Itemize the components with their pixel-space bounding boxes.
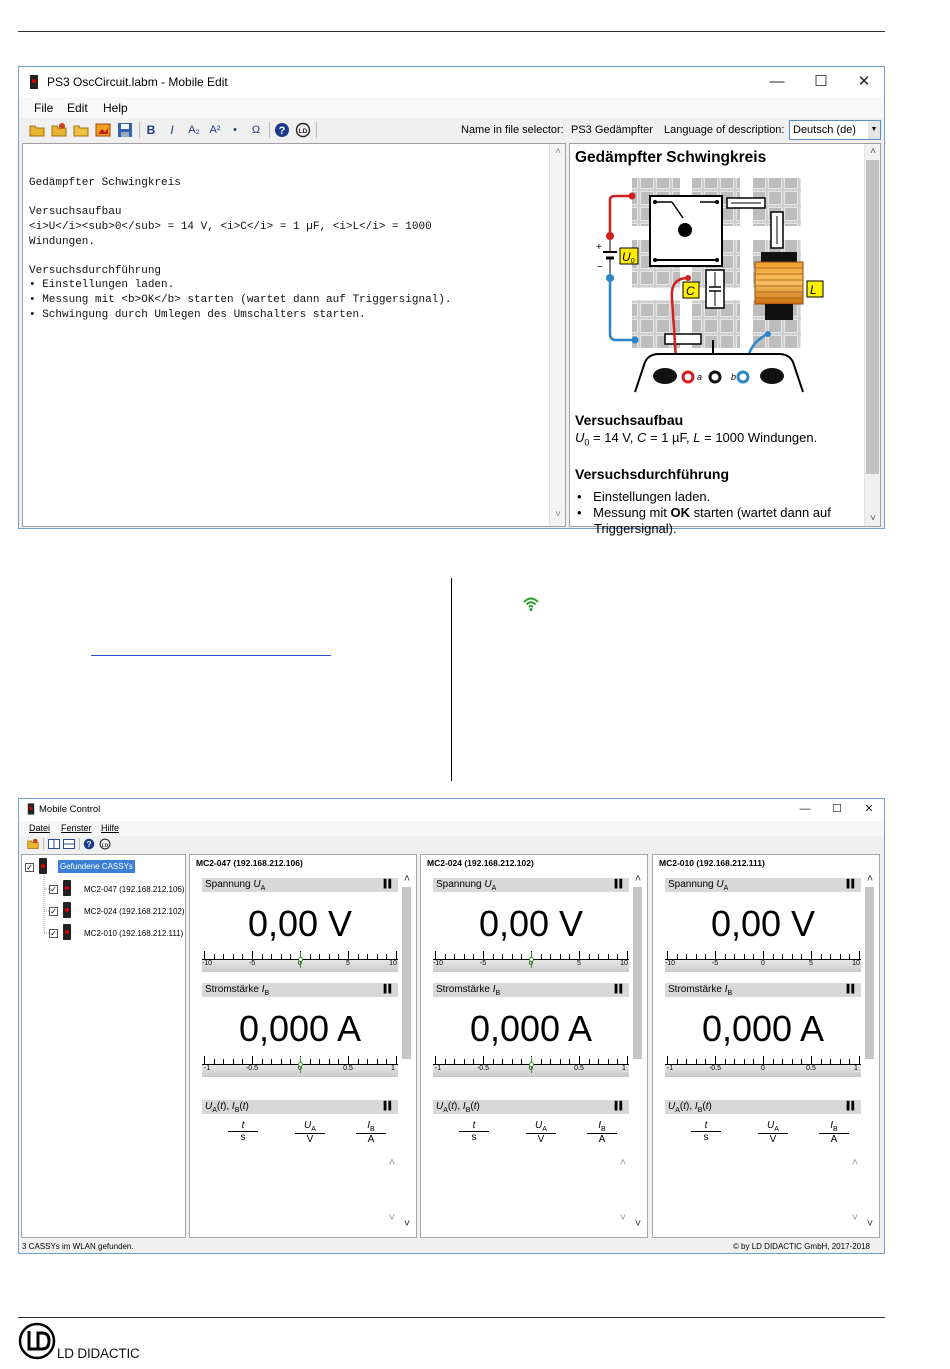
ld-didactic-logo (18, 1321, 58, 1361)
procedure-bullet: • Messung mit OK starten (wartet dann auf (577, 505, 831, 520)
scroll-down-icon[interactable]: ˅ (870, 513, 876, 524)
scale-tick-label: -0.5 (245, 1065, 259, 1072)
voltage-value: 0,00 V (247, 903, 353, 944)
close-button[interactable]: ✕ (864, 803, 874, 815)
menu-hilfe[interactable]: Hilfe (101, 823, 120, 833)
window-title: PS3 OscCircuit.labm - Mobile Edit (47, 75, 228, 89)
table-header (665, 1100, 861, 1114)
close-button[interactable]: ✕ (857, 73, 871, 90)
column-unit: s (471, 1132, 477, 1143)
scroll-thumb[interactable] (402, 887, 411, 1059)
panel-title: MC2-047 (192.168.212.106) (196, 858, 303, 868)
toolbar (19, 836, 884, 853)
column-unit: s (703, 1132, 709, 1143)
scale-tick-label: 0 (761, 1065, 765, 1072)
description-preview (569, 143, 881, 536)
table-header (433, 1100, 629, 1114)
mobile-edit-window (18, 66, 885, 536)
column-unit: V (306, 1134, 314, 1145)
wifi-icon (522, 596, 540, 612)
menu-fenster[interactable]: Fenster (61, 823, 92, 833)
source-text[interactable]: Gedämpfter Schwingkreis Versuchsaufbau <i>U</i><sub>0</sub> = 14 V, <i>C</i> = 1 µF, <i>L</i> = 1000 Windungen. Versuchsdurchführung • Einstellungen laden. • Messung mit <b>OK</b> starten (wartet dann auf Triggersignal). • Schwingung durch Umlegen des Umschalters starten. (29, 177, 452, 321)
voltage-header (433, 878, 629, 892)
scroll-thumb[interactable] (633, 887, 642, 1059)
scroll-up-icon[interactable]: ˄ (403, 873, 411, 885)
scale-tick-label: -5 (711, 960, 719, 967)
open-folder-icon[interactable] (27, 838, 39, 850)
superscript-button[interactable]: A² (209, 124, 221, 136)
pause-icon[interactable]: ▌▌ (846, 984, 856, 993)
copyright-text: © by LD DIDACTIC GmbH, 2017-2018 (732, 1242, 870, 1251)
current-scale (433, 1051, 629, 1079)
scale-tick-label: 0.5 (343, 1065, 353, 1072)
name-in-file-selector-label: Name in file selector: (461, 124, 564, 136)
panel-scrollbar[interactable] (631, 873, 645, 1235)
scroll-down-icon[interactable]: ˅ (634, 1218, 642, 1230)
scroll-up-icon[interactable]: ˄ (634, 873, 642, 885)
columns-view-icon[interactable] (48, 838, 60, 850)
menu-bar (19, 97, 884, 118)
cassy-panel (189, 854, 417, 1238)
column-unit: A (830, 1134, 838, 1145)
setup-text: $U_0 = 14$ V, C = 1 µF, L = 1000 Windungen. (575, 430, 818, 448)
menu-edit[interactable]: Edit (67, 101, 88, 115)
column-unit: V (769, 1134, 777, 1145)
voltage-value: 0,00 V (710, 903, 816, 944)
voltage-header-label: Spannung $U_A$ (436, 879, 497, 892)
table-column-header[interactable] (819, 1120, 849, 1145)
procedure-bullet: • Einstellungen laden. (577, 489, 711, 504)
column-name: $U_A$ (758, 1120, 788, 1134)
pause-icon[interactable]: ▌▌ (383, 984, 393, 993)
needle-marker (298, 957, 303, 962)
needle-marker (529, 1062, 534, 1067)
item-checkbox[interactable]: ✓ (50, 929, 57, 938)
current-header-label: Stromstärke $I_B$ (668, 984, 733, 997)
maximize-button[interactable]: ☐ (814, 73, 828, 90)
scale-tick-label: 10 (852, 960, 860, 967)
pause-icon[interactable]: ▌▌ (614, 984, 624, 993)
needle-marker (298, 1062, 303, 1067)
column-unit: A (598, 1134, 606, 1145)
scroll-up-icon[interactable]: ˄ (866, 873, 874, 885)
pause-icon[interactable]: ▌▌ (614, 879, 624, 888)
minus-label: − (597, 262, 603, 273)
voltage-header (202, 878, 398, 892)
voltage-scale (433, 946, 629, 974)
cassy-tree (21, 854, 186, 1238)
current-scale (202, 1051, 398, 1079)
scale-tick-label: -1 (203, 1065, 211, 1072)
table-column-header[interactable] (459, 1120, 489, 1143)
table-header-label: $U_A(t)$, $I_B(t)$ (668, 1101, 712, 1114)
preview-title: Gedämpfter Schwingkreis (575, 149, 767, 166)
status-bar (19, 1239, 884, 1254)
column-name: $U_A$ (295, 1120, 325, 1134)
table-column-header[interactable] (295, 1120, 325, 1145)
table-header-label: $U_A(t)$, $I_B(t)$ (436, 1101, 480, 1114)
help-icon[interactable] (274, 122, 290, 138)
panel-title: MC2-010 (192.168.212.111) (659, 858, 765, 868)
scale-tick-label: 0.5 (806, 1065, 816, 1072)
table-column-header[interactable] (356, 1120, 386, 1145)
table-column-header[interactable] (691, 1120, 721, 1143)
pause-icon[interactable]: ▌▌ (614, 1101, 624, 1110)
column-name: t (459, 1120, 489, 1132)
name-in-file-selector-value[interactable]: PS3 Gedämpfter (571, 124, 653, 136)
table-column-header[interactable] (587, 1120, 617, 1145)
voltage-scale (202, 946, 398, 974)
current-value: 0,000 A (701, 1008, 825, 1049)
table-column-header[interactable] (228, 1120, 258, 1143)
scroll-down-icon[interactable]: ˅ (619, 1212, 627, 1224)
pause-icon[interactable]: ▌▌ (383, 879, 393, 888)
scale-tick-label: 5 (577, 960, 581, 967)
menu-help[interactable]: Help (103, 101, 128, 115)
item-checkbox[interactable]: ✓ (50, 885, 57, 894)
tree-item[interactable]: MC2-024 (192.168.212.102) (84, 907, 185, 916)
c-label: C (686, 284, 695, 298)
title-bar (19, 799, 884, 821)
table-header (202, 1100, 398, 1114)
table-header-label: $U_A(t)$, $I_B(t)$ (205, 1101, 249, 1114)
pause-icon[interactable]: ▌▌ (846, 879, 856, 888)
ld-info-icon[interactable] (99, 838, 111, 850)
scale-tick-label: 1 (622, 1065, 626, 1072)
language-label: Language of description: (664, 124, 785, 136)
scroll-down-icon[interactable]: ˅ (851, 1212, 859, 1224)
cassy-panel (652, 854, 880, 1238)
current-header-label: Stromstärke $I_B$ (436, 984, 501, 997)
cassy-device-icon (63, 902, 71, 918)
needle-marker (529, 957, 534, 962)
preview-scrollbar[interactable] (864, 144, 880, 526)
scale-tick-label: -10 (432, 960, 444, 967)
table-column-header[interactable] (758, 1120, 788, 1145)
open-folder-icon[interactable] (29, 122, 45, 138)
scroll-thumb[interactable] (866, 160, 879, 474)
current-header-label: Stromstärke $I_B$ (205, 984, 270, 997)
subscript-button[interactable]: A₂ (188, 124, 200, 136)
pause-icon[interactable]: ▌▌ (383, 1101, 393, 1110)
omega-button[interactable]: Ω (251, 124, 261, 136)
table-column-header[interactable] (526, 1120, 556, 1145)
status-text: 3 CASSYs im WLAN gefunden. (22, 1242, 134, 1251)
folder-icon[interactable] (73, 122, 89, 138)
column-name: t (691, 1120, 721, 1132)
cassy-device-icon (63, 880, 71, 896)
current-scale (665, 1051, 861, 1079)
b-label: b (731, 372, 737, 382)
ld-info-icon[interactable] (295, 122, 311, 138)
current-header (202, 983, 398, 997)
scale-tick-label: 1 (391, 1065, 395, 1072)
column-unit: A (367, 1134, 375, 1145)
bullet-button[interactable]: • (233, 124, 237, 136)
voltage-header-label: Spannung $U_A$ (668, 879, 729, 892)
scroll-up-icon[interactable]: ˄ (388, 1157, 396, 1169)
svg-text:?: ? (86, 840, 92, 849)
tree-item[interactable]: MC2-010 (192.168.212.111) (84, 929, 184, 938)
scroll-up-icon[interactable]: ˄ (554, 147, 561, 158)
mobile-control-window (18, 798, 885, 1254)
top-rule (18, 31, 885, 32)
current-value: 0,000 A (238, 1008, 362, 1049)
voltage-header-label: Spannung $U_A$ (205, 879, 266, 892)
app-icon (27, 803, 35, 815)
plus-label: + (596, 242, 602, 253)
voltage-scale (665, 946, 861, 974)
tree-item[interactable]: MC2-047 (192.168.212.106) (84, 885, 185, 894)
bottom-rule (18, 1317, 885, 1318)
svg-text:?: ? (278, 125, 286, 137)
help-icon[interactable] (83, 838, 95, 850)
chevron-down-icon[interactable]: ▼ (868, 121, 880, 139)
procedure-heading: Versuchsdurchführung (575, 466, 730, 482)
table-scrollbar[interactable] (849, 1157, 861, 1237)
item-checkbox[interactable]: ✓ (50, 907, 57, 916)
scroll-up-icon[interactable]: ˄ (851, 1157, 859, 1169)
toolbar (19, 118, 884, 142)
panel-title: MC2-024 (192.168.212.102) (427, 858, 534, 868)
toolbar-separator (316, 122, 317, 138)
toolbar-separator (79, 838, 80, 850)
scale-tick-label: 10 (620, 960, 628, 967)
editor-scrollbar[interactable] (549, 144, 565, 526)
app-icon (29, 75, 39, 89)
footer-brand: LD DIDACTIC (57, 1346, 140, 1361)
svg-text:LD: LD (101, 843, 109, 849)
column-name: $I_B$ (587, 1120, 617, 1134)
scale-tick-label: 10 (389, 960, 397, 967)
scroll-thumb[interactable] (865, 887, 874, 1059)
rows-view-icon[interactable] (63, 838, 75, 850)
l-label: L (810, 283, 817, 297)
column-name: $U_A$ (526, 1120, 556, 1134)
voltage-value: 0,00 V (478, 903, 584, 944)
scale-tick-label: -10 (201, 960, 213, 967)
column-unit: s (240, 1132, 246, 1143)
column-name: $I_B$ (356, 1120, 386, 1134)
svg-text:LD: LD (298, 128, 308, 135)
table-scrollbar[interactable] (386, 1157, 398, 1237)
italic-button[interactable]: I (170, 123, 174, 137)
column-divider (451, 578, 452, 781)
column-name: t (228, 1120, 258, 1132)
scroll-down-icon[interactable]: ˅ (403, 1218, 411, 1230)
tree-root[interactable]: Gefundene CASSYs (60, 862, 133, 871)
table-scrollbar[interactable] (617, 1157, 629, 1237)
scale-tick-label: -5 (248, 960, 256, 967)
scale-tick-label: 1 (854, 1065, 858, 1072)
current-header (433, 983, 629, 997)
link-underline[interactable] (91, 655, 331, 656)
scroll-down-icon[interactable]: ˅ (554, 510, 561, 522)
procedure-bullet-continued: Triggersignal). (594, 521, 677, 536)
scroll-down-icon[interactable]: ˅ (866, 1218, 874, 1230)
scale-tick-label: -1 (666, 1065, 674, 1072)
toolbar-separator (139, 122, 140, 138)
toolbar-separator (43, 838, 44, 850)
scale-tick-label: -0.5 (476, 1065, 490, 1072)
cassy-device-icon (39, 858, 47, 874)
u0-label: U0 (622, 250, 635, 265)
menu-datei[interactable]: Datei (29, 823, 51, 833)
language-select-value: Deutsch (de) (793, 124, 856, 136)
column-name: $I_B$ (819, 1120, 849, 1134)
scale-tick-label: -1 (434, 1065, 442, 1072)
scale-tick-label: 0.5 (574, 1065, 584, 1072)
scroll-up-icon[interactable]: ˄ (619, 1157, 627, 1169)
scroll-up-icon[interactable]: ˄ (870, 146, 876, 157)
scale-tick-label: -5 (479, 960, 487, 967)
title-bar (19, 67, 884, 97)
panel-scrollbar[interactable] (863, 873, 877, 1235)
bold-button[interactable]: B (146, 123, 156, 137)
menu-file[interactable]: File (34, 101, 54, 115)
column-unit: V (537, 1134, 545, 1145)
setup-heading: Versuchsaufbau (575, 412, 684, 428)
minimize-button[interactable]: — (799, 803, 811, 815)
language-select[interactable] (789, 120, 881, 140)
cassy-panel (420, 854, 648, 1238)
voltage-header (665, 878, 861, 892)
circuit-diagram (575, 174, 825, 394)
pause-icon[interactable]: ▌▌ (846, 1101, 856, 1110)
cassy-device-icon (63, 924, 71, 940)
scale-tick-label: -10 (664, 960, 676, 967)
window-title: Mobile Control (39, 804, 101, 815)
scroll-down-icon[interactable]: ˅ (388, 1212, 396, 1224)
menu-bar (19, 821, 884, 836)
toolbar-separator (269, 122, 270, 138)
scale-tick-label: -0.5 (708, 1065, 722, 1072)
source-editor[interactable] (22, 143, 566, 527)
maximize-button[interactable]: ☐ (832, 803, 842, 815)
panel-scrollbar[interactable] (400, 873, 414, 1235)
save-icon[interactable] (117, 122, 133, 138)
open-example-icon[interactable] (51, 122, 67, 138)
image-icon[interactable] (95, 122, 111, 138)
root-checkbox[interactable]: ✓ (26, 863, 33, 872)
current-value: 0,000 A (469, 1008, 593, 1049)
scale-tick-label: 5 (809, 960, 813, 967)
current-header (665, 983, 861, 997)
a-label: a (697, 372, 703, 382)
minimize-button[interactable]: — (769, 73, 785, 90)
scale-tick-label: 5 (346, 960, 350, 967)
scale-tick-label: 0 (761, 960, 765, 967)
